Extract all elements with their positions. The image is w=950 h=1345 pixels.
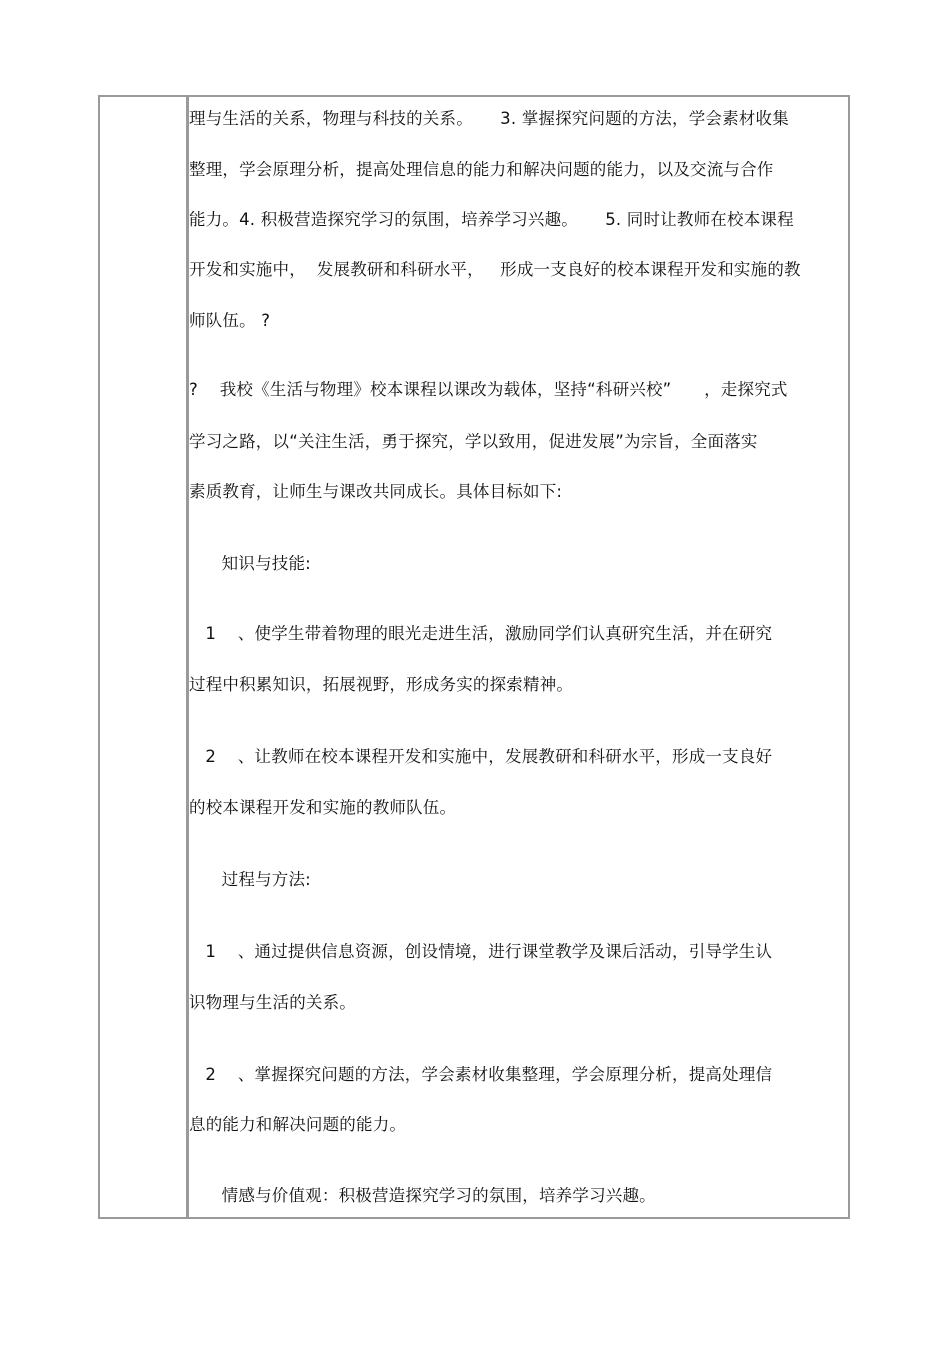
content-cell xyxy=(189,97,849,1217)
text-line: 理与生活的关系，物理与科技的关系。 3. 掌握探究问题的方法，学会素材收集 xyxy=(189,109,789,128)
text-line: 1 、使学生带着物理的眼光走进生活，激励同学们认真研究生活，并在研究 xyxy=(189,624,773,643)
text-line: 能力。4. 积极营造探究学习的氛围，培养学习兴趣。 5. 同时让教师在校本课程 xyxy=(189,210,794,229)
text-line: 素质教育，让师生与课改共同成长。具体目标如下: xyxy=(189,482,563,501)
text-line: 整理，学会原理分析，提高处理信息的能力和解决问题的能力，以及交流与合作 xyxy=(189,160,774,179)
text-line: 识物理与生活的关系。 xyxy=(189,993,356,1012)
text-line: ? 我校《生活与物理》校本课程以课改为载体，坚持“科研兴校” ，走探究式 xyxy=(189,380,788,399)
text-line: 学习之路，以“关注生活，勇于探究，学以致用，促进发展”为宗旨，全面落实 xyxy=(189,432,758,451)
section-heading: 知识与技能: xyxy=(189,554,311,573)
section-heading: 过程与方法: xyxy=(189,870,311,889)
text-line: 师队伍。 ? xyxy=(189,311,271,330)
text-line: 息的能力和解决问题的能力。 xyxy=(189,1115,407,1134)
left-label-cell xyxy=(100,97,186,1217)
text-line: 的校本课程开发和实施的教师队伍。 xyxy=(189,798,457,817)
text-line: 过程中积累知识，拓展视野，形成务实的探索精神。 xyxy=(189,675,574,694)
section-heading: 情感与价值观：积极营造探究学习的氛围，培养学习兴趣。 xyxy=(189,1186,656,1205)
text-line: 开发和实施中， 发展教研和科研水平， 形成一支良好的校本课程开发和实施的教 xyxy=(189,260,801,279)
text-line: 2 、掌握探究问题的方法，学会素材收集整理，学会原理分析，提高处理信 xyxy=(189,1065,773,1084)
text-line: 1 、通过提供信息资源，创设情境，进行课堂教学及课后活动，引导学生认 xyxy=(189,942,773,961)
text-line: 2 、让教师在校本课程开发和实施中，发展教研和科研水平，形成一支良好 xyxy=(189,747,773,766)
